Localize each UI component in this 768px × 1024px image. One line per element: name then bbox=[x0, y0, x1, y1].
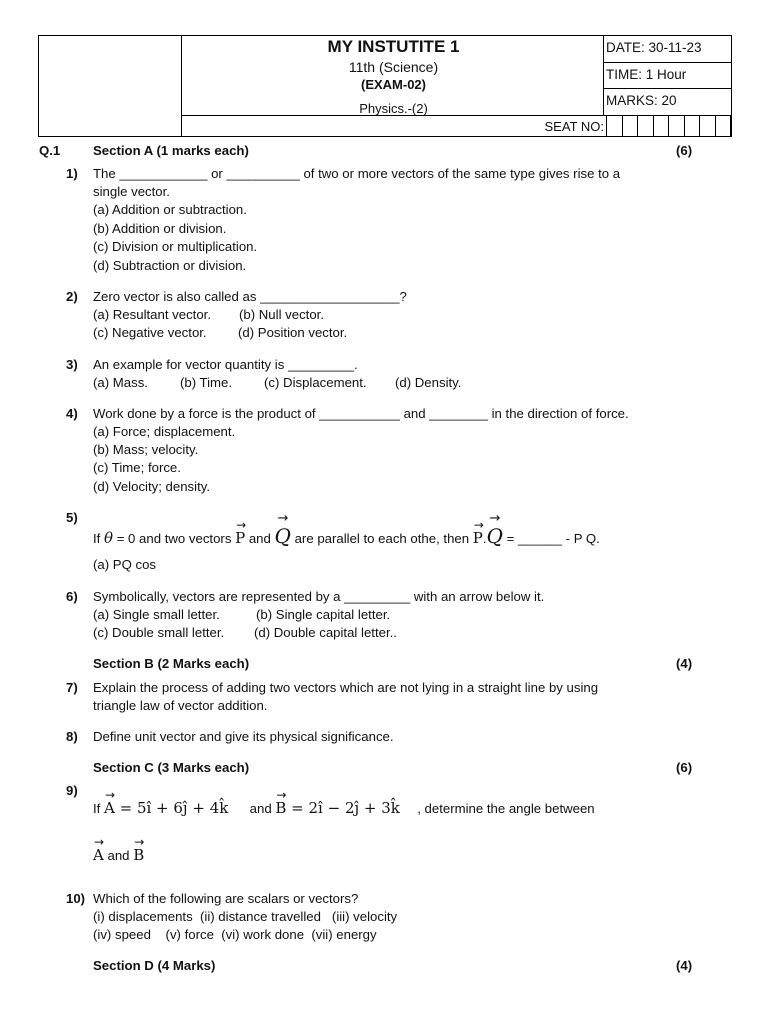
seat-box[interactable] bbox=[607, 116, 623, 136]
question-text bbox=[93, 846, 144, 864]
subject-name: Physics.-(2) bbox=[359, 101, 428, 116]
section-c-marks: (6) bbox=[676, 760, 693, 775]
vector-b-expression: = 2î − 2ĵ + 3k̂ bbox=[286, 799, 400, 817]
seat-box[interactable] bbox=[623, 116, 639, 136]
question-number: 9) bbox=[66, 783, 78, 798]
question-text: An example for vector quantity is _________. bbox=[93, 357, 358, 372]
question-text: Explain the process of adding two vectors which are not lying in a straight line by using bbox=[93, 680, 599, 695]
vector-p: → P bbox=[473, 529, 483, 547]
text: and bbox=[103, 848, 134, 863]
text: If bbox=[93, 531, 101, 546]
question-number: 1) bbox=[66, 166, 78, 181]
section-c-title: Section C (3 Marks each) bbox=[93, 760, 250, 775]
vector-a-expression: = 5î + 6ĵ + 4k̂ bbox=[114, 799, 229, 817]
question-number: 6) bbox=[66, 589, 78, 604]
option: (b) Single capital letter. bbox=[256, 607, 391, 622]
option: (d) Position vector. bbox=[238, 325, 348, 340]
section-a-title: Section A (1 marks each) bbox=[93, 143, 249, 158]
question-text: Zero vector is also called as ___________________? bbox=[93, 289, 407, 304]
option: (a) Addition or subtraction. bbox=[93, 202, 247, 217]
class-name: 11th (Science) bbox=[348, 59, 439, 75]
question-number: 3) bbox=[66, 357, 78, 372]
question-text: Define unit vector and give its physical significance. bbox=[93, 729, 394, 744]
text: , determine the angle between bbox=[417, 801, 595, 816]
option: (b) Null vector. bbox=[239, 307, 325, 322]
question-text: Which of the following are scalars or vectors? bbox=[93, 891, 359, 906]
seat-box[interactable] bbox=[685, 116, 701, 136]
institute-name: MY INSTUTITE 1 bbox=[327, 37, 460, 56]
option: (c) Negative vector. bbox=[93, 325, 207, 340]
section-b-title: Section B (2 Marks each) bbox=[93, 656, 250, 671]
question-number: 8) bbox=[66, 729, 78, 744]
section-d-marks: (4) bbox=[676, 958, 693, 973]
logo-cell bbox=[39, 36, 182, 136]
vector-a: → A bbox=[104, 799, 115, 817]
vector-p: → P bbox=[235, 529, 245, 547]
exam-marks: MARKS: 20 bbox=[606, 93, 677, 109]
option: (d) Subtraction or division. bbox=[93, 258, 247, 273]
question-number: 4) bbox=[66, 406, 78, 421]
option: (a) Mass. bbox=[93, 375, 148, 390]
option: (b) Mass; velocity. bbox=[93, 442, 199, 457]
theta-symbol: θ bbox=[104, 529, 114, 547]
text: = 0 and two vectors bbox=[113, 531, 236, 546]
seat-box[interactable] bbox=[700, 116, 716, 136]
seat-box[interactable] bbox=[654, 116, 670, 136]
question-text: Symbolically, vectors are represented by a _________ with an arrow below it. bbox=[93, 589, 545, 604]
seat-box[interactable] bbox=[669, 116, 685, 136]
vector-b: → B bbox=[275, 799, 286, 817]
question-text: single vector. bbox=[93, 184, 170, 199]
vector-q: → Q bbox=[275, 524, 291, 548]
question-number: 5) bbox=[66, 510, 78, 525]
question-text: (iv) speed (v) force (vi) work done (vii) energy bbox=[93, 927, 377, 942]
seat-box[interactable] bbox=[638, 116, 654, 136]
section-a-marks: (6) bbox=[676, 143, 693, 158]
option: (a) PQ cos bbox=[93, 557, 157, 572]
option: (c) Double small letter. bbox=[93, 625, 225, 640]
option: (c) Division or multiplication. bbox=[93, 239, 258, 254]
option: (c) Displacement. bbox=[264, 375, 367, 390]
text: are parallel to each othe, then bbox=[290, 531, 473, 546]
option: (a) Single small letter. bbox=[93, 607, 220, 622]
question-text: Work done by a force is the product of ___________ and ________ in the direction of force. bbox=[93, 406, 629, 421]
option: (c) Time; force. bbox=[93, 460, 181, 475]
option: (b) Addition or division. bbox=[93, 221, 227, 236]
option: (a) Force; displacement. bbox=[93, 424, 236, 439]
question-text: The ____________ or __________ of two or more vectors of the same type gives rise to a bbox=[93, 166, 621, 181]
option: (d) Density. bbox=[395, 375, 462, 390]
question-text bbox=[93, 799, 595, 817]
option: (b) Time. bbox=[180, 375, 233, 390]
header-title-block bbox=[182, 36, 605, 116]
exam-time: TIME: 1 Hour bbox=[604, 63, 731, 90]
section-b-marks: (4) bbox=[676, 656, 693, 671]
vector-a: → A bbox=[93, 846, 104, 864]
seat-label: SEAT NO: bbox=[544, 118, 604, 134]
text: and bbox=[245, 531, 275, 546]
option: (d) Velocity; density. bbox=[93, 479, 211, 494]
vector-b: → B bbox=[133, 846, 144, 864]
question-number: 7) bbox=[66, 680, 78, 695]
dot-operator: . bbox=[482, 531, 487, 546]
question-number: 10) bbox=[66, 891, 86, 906]
text: If bbox=[93, 801, 101, 816]
option: (d) Double capital letter.. bbox=[254, 625, 397, 640]
section-d-title: Section D (4 Marks) bbox=[93, 958, 216, 973]
exam-name: (EXAM-02) bbox=[360, 77, 426, 92]
question-number: 2) bbox=[66, 289, 78, 304]
question-text bbox=[93, 524, 600, 548]
question-text: (i) displacements (ii) distance travelled (iii) velocity bbox=[93, 909, 398, 924]
text: and bbox=[249, 801, 272, 816]
seat-number-boxes bbox=[606, 116, 731, 136]
text: = ______ - P Q. bbox=[502, 531, 600, 546]
seat-number-row bbox=[545, 116, 731, 136]
exam-header bbox=[38, 35, 732, 137]
option: (a) Resultant vector. bbox=[93, 307, 212, 322]
q1-label: Q.1 bbox=[39, 143, 61, 158]
seat-box[interactable] bbox=[716, 116, 732, 136]
vector-q: → Q bbox=[487, 524, 503, 548]
question-text: triangle law of vector addition. bbox=[93, 698, 268, 713]
exam-date: DATE: 30-11-23 bbox=[604, 36, 731, 63]
exam-info-cells bbox=[603, 36, 731, 116]
